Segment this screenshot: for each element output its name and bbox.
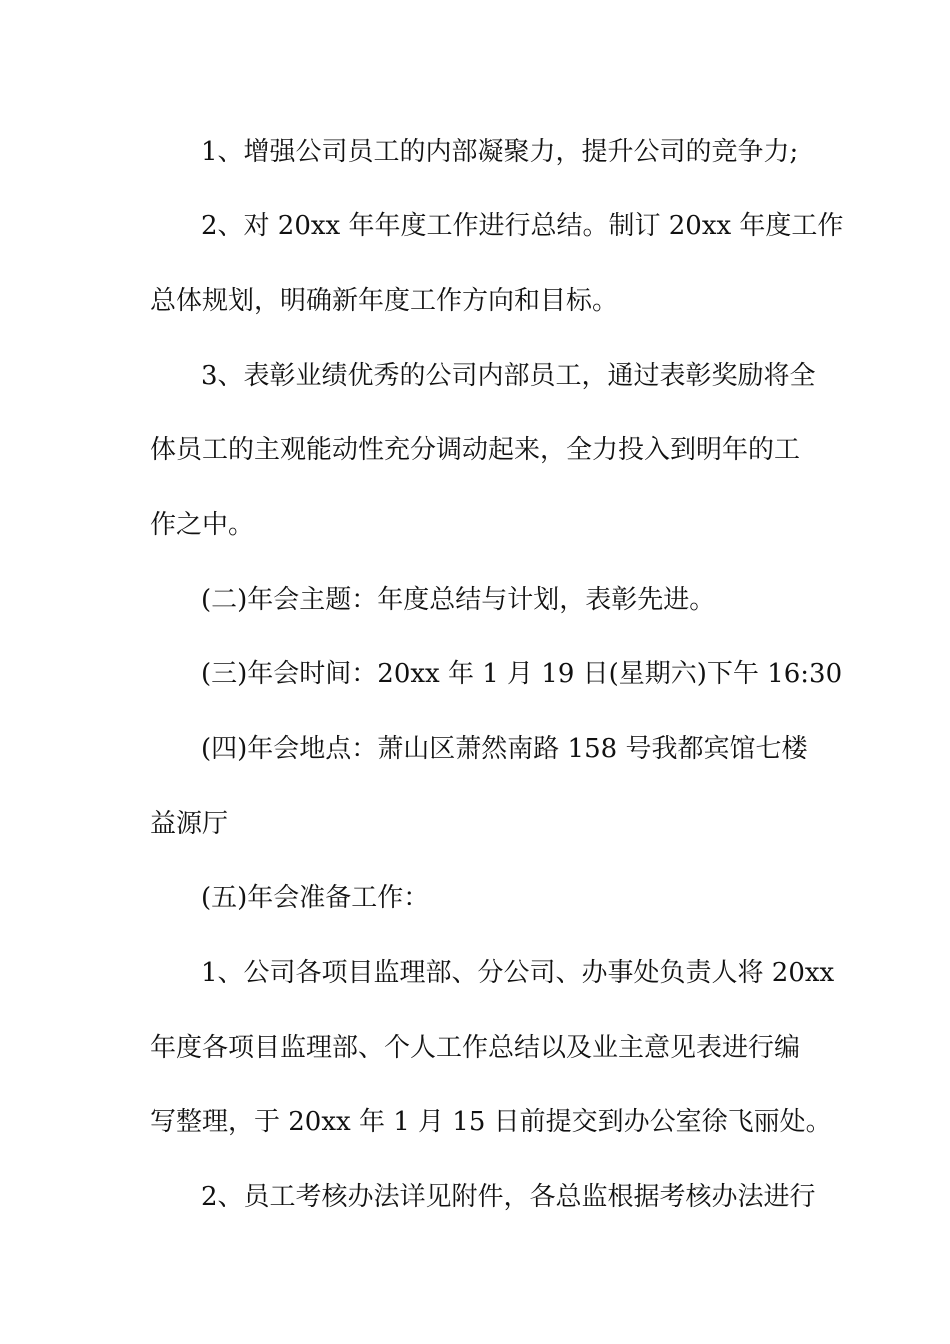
paragraph-line: 体员工的主观能动性充分调动起来，全力投入到明年的工 [150,435,801,465]
paragraph-line: 2、员工考核办法详见附件，各总监根据考核办法进行 [201,1182,816,1212]
section-heading: (三)年会时间：20xx 年 1 月 19 日(星期六)下午 16:30 [201,659,843,689]
paragraph-line: 作之中。 [150,510,255,540]
paragraph-line: 2、对 20xx 年年度工作进行总结。制订 20xx 年度工作 [201,211,844,241]
section-heading: (五)年会准备工作： [201,883,430,913]
paragraph-line: 1、增强公司员工的内部凝聚力，提升公司的竞争力; [201,137,799,167]
paragraph-line: 3、表彰业绩优秀的公司内部员工，通过表彰奖励将全 [201,361,816,391]
paragraph-line: 写整理，于 20xx 年 1 月 15 日前提交到办公室徐飞丽处。 [150,1107,832,1137]
section-heading: (二)年会主题：年度总结与计划，表彰先进。 [201,585,716,615]
paragraph-line: 年度各项目监理部、个人工作总结以及业主意见表进行编 [150,1033,801,1063]
paragraph-line: 益源厅 [150,809,229,839]
paragraph-line: 1、公司各项目监理部、分公司、办事处负责人将 20xx [201,958,835,988]
paragraph-line: 总体规划，明确新年度工作方向和目标。 [150,286,619,316]
section-heading: (四)年会地点：萧山区萧然南路 158 号我都宾馆七楼 [201,734,808,764]
